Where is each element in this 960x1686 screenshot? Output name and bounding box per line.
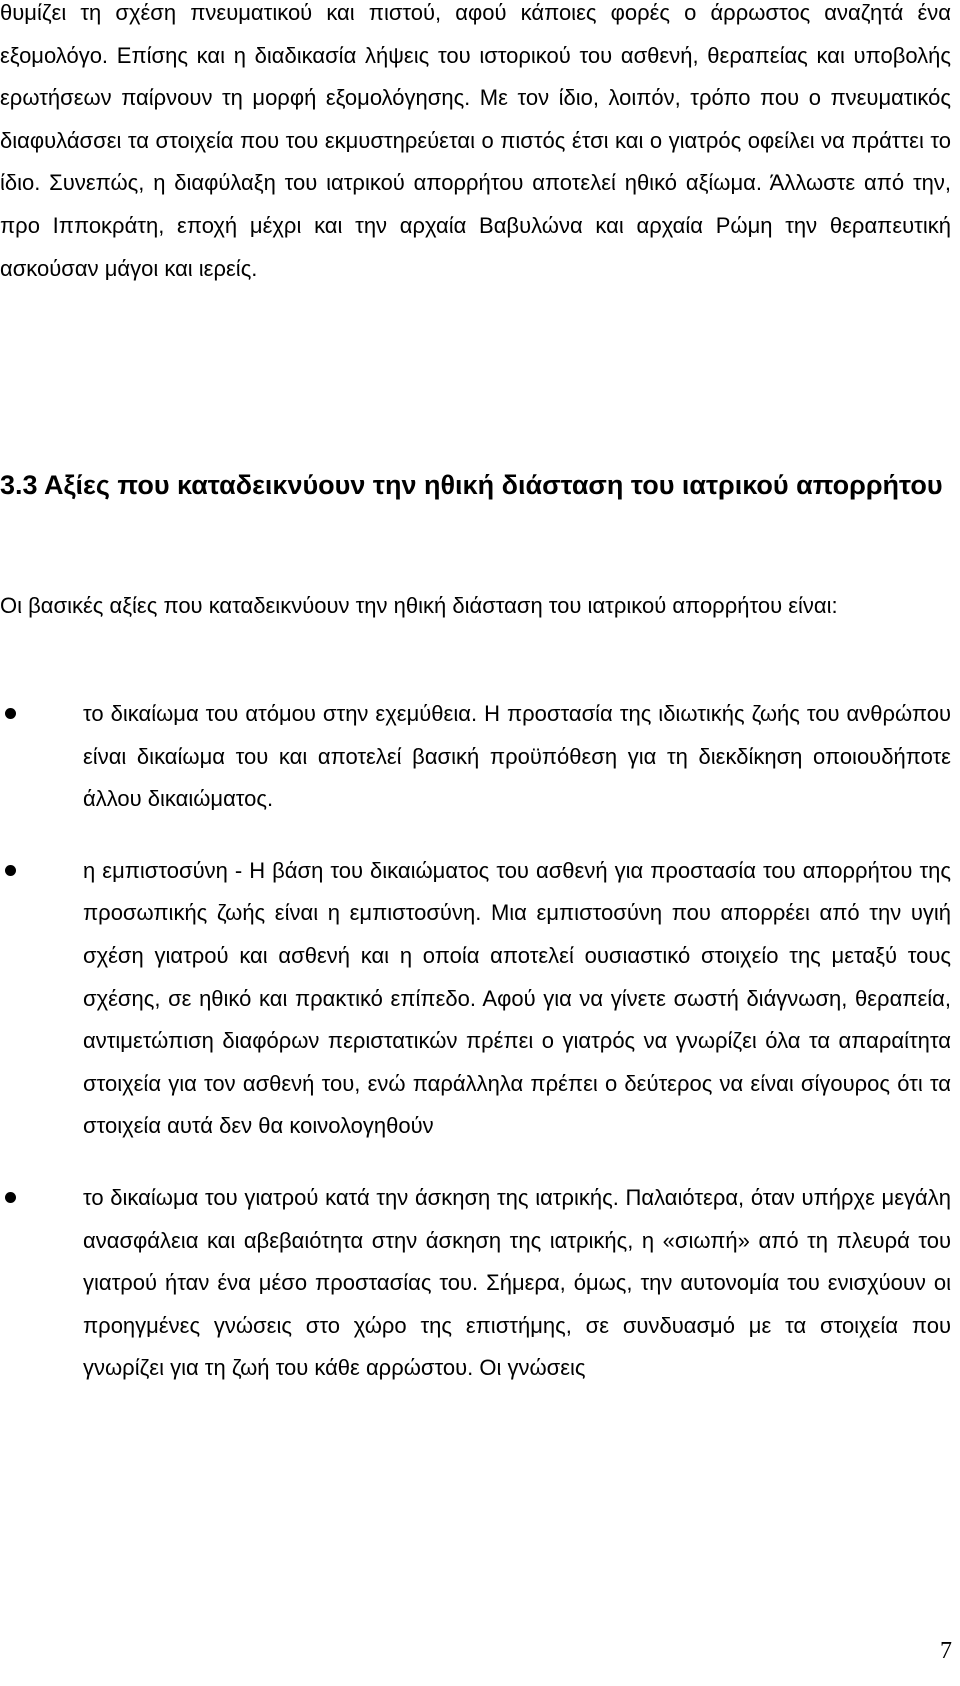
- list-item-text: η εμπιστοσύνη - Η βάση του δικαιώματος του ασθενή για προστασία του απορρήτου της προσωπικής ζωής είναι η εμπιστοσύνη. Μια εμπιστοσύνη που απορρέει από την υγιή σχέση γιατρού και ασθενή και η οποία αποτελεί ουσιαστικό στοιχείο της μεταξύ τους σχέσης, σε ηθικό και πρακτικό επίπεδο. Αφού για να γίνετε σωστή διάγνωση, θεραπεία, αντιμετώπιση διαφόρων περιστατικών πρέπει ο γιατρός να γνωρίζει όλα τα απαραίτητα στοιχεία για τον ασθενή του, ενώ παράλληλα πρέπει ο δεύτερος να είναι σίγουρος ότι τα στοιχεία αυτά δεν θα κοινολογηθούν: [83, 857, 951, 1139]
- values-bullet-list: [0, 693, 951, 1419]
- list-item: [0, 850, 951, 1148]
- bullet-icon: [5, 1192, 16, 1203]
- top-paragraph: θυμίζει τη σχέση πνευματικού και πιστού, αφού κάποιες φορές ο άρρωστος αναζητά ένα εξομολόγο. Επίσης και η διαδικασία λήψεις του ιστορικού του ασθενή, θεραπείας και υποβολής ερωτήσεων παίρνουν τη μορφή εξομολόγησης. Με τον ίδιο, λοιπόν, τρόπο που ο πνευματικός διαφυλάσσει τα στοιχεία που του εκμυστηρεύεται ο πιστός έτσι και ο γιατρός οφείλει να πράττει το ίδιο. Συνεπώς, η διαφύλαξη του ιατρικού απορρήτου αποτελεί ηθικό αξίωμα. Άλλωστε από την, προ Ιπποκράτη, εποχή μέχρι και την αρχαία Βαβυλώνα και αρχαία Ρώμη την θεραπευτική ασκούσαν μάγοι και ιερείς.: [0, 0, 951, 281]
- page-number: 7: [940, 1638, 952, 1664]
- list-item: [0, 1177, 951, 1390]
- bullet-icon: [5, 708, 16, 719]
- list-item-text: το δικαίωμα του ατόμου στην εχεμύθεια. Η προστασία της ιδιωτικής ζωής του ανθρώπου είναι δικαίωμα του και αποτελεί βασική προϋπόθεση για τη διεκδίκηση οποιουδήποτε άλλου δικαιώματος.: [83, 701, 951, 812]
- list-item: [0, 693, 951, 821]
- list-item-text: το δικαίωμα του γιατρού κατά την άσκηση της ιατρικής. Παλαιότερα, όταν υπήρχε μεγάλη ανασφάλεια και αβεβαιότητα στην άσκηση της ιατρικής, η «σιωπή» από τη πλευρά του γιατρού ήταν ένα μέσο προστασίας του. Σήμερα, όμως, την αυτονομία του ενισχύουν οι προηγμένες γνώσεις στο χώρο της επιστήμης, σε συνδυασμό με τα στοιχεία που γνωρίζει για τη ζωή του κάθε αρρώστου. Οι γνώσεις: [83, 1184, 951, 1381]
- intro-paragraph: Οι βασικές αξίες που καταδεικνύουν την ηθική διάσταση του ιατρικού απορρήτου είναι:: [0, 593, 838, 618]
- section-heading: 3.3 Αξίες που καταδεικνύουν την ηθική διάσταση του ιατρικού απορρήτου: [0, 470, 943, 500]
- bullet-icon: [5, 865, 16, 876]
